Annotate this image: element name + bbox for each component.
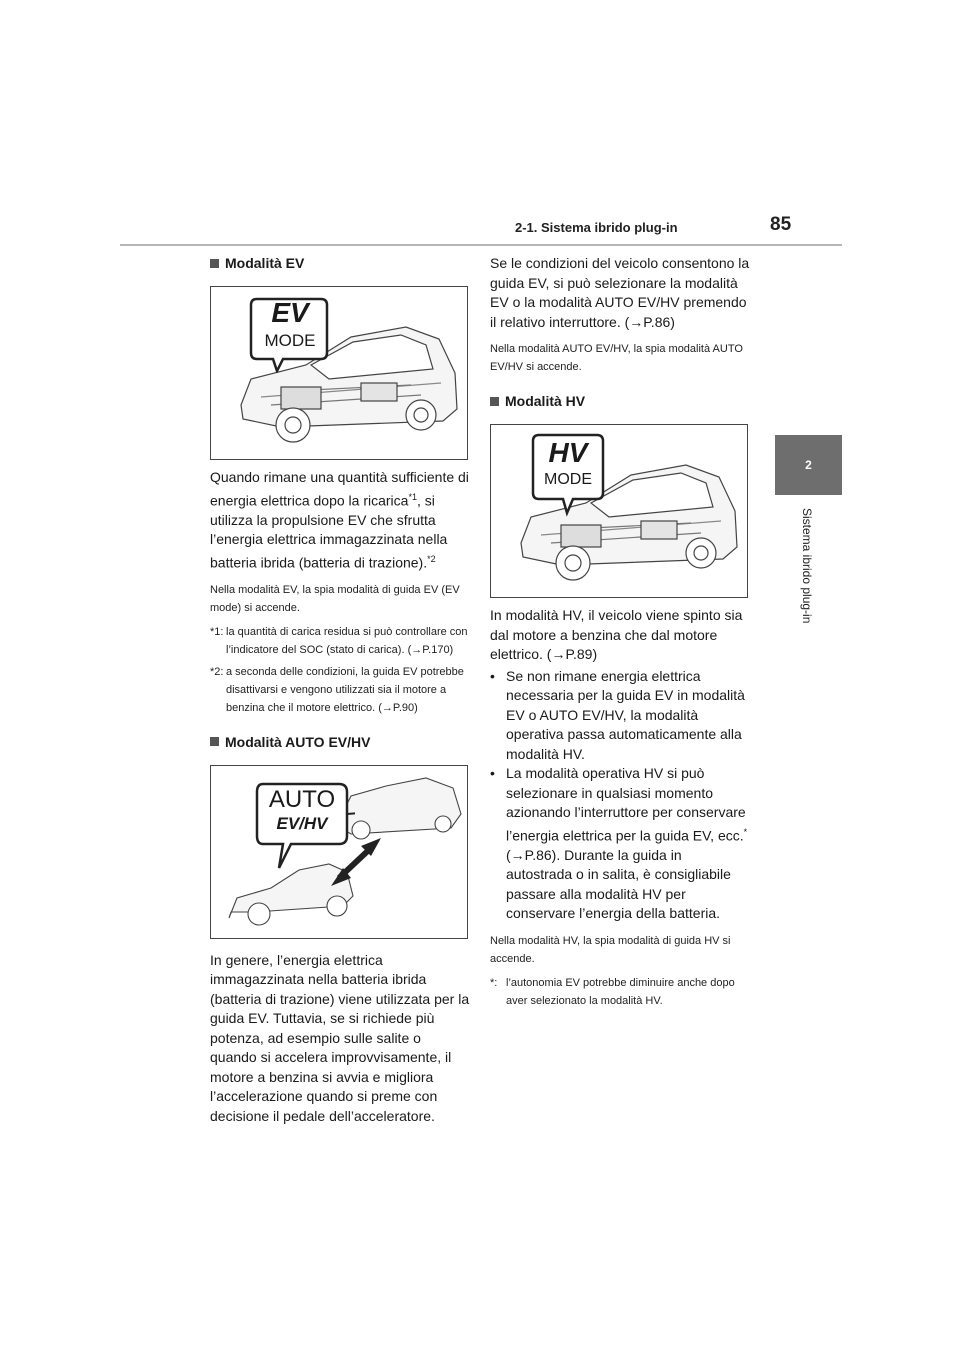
heading-hv-text: Modalità HV — [505, 393, 586, 409]
footnote-ref-1: *1 — [408, 491, 417, 502]
ev-mode-illustration — [210, 286, 468, 460]
auto-paragraph-2: Se le condizioni del veicolo consentono la guida EV, si può selezionare la modalità EV o la modalità AUTO EV/HV premendo il relativo interruttore. (→P.86) — [490, 255, 750, 330]
footnote-star-text: l’autonomia EV potrebbe diminuire anche dopo aver selezionato la modalità HV. — [506, 976, 735, 1007]
hv-indicator-note: Nella modalità HV, la spia modalità di guida HV si accende. — [490, 934, 731, 965]
hv-bullet-2 — [490, 764, 750, 924]
chapter-number: 2 — [805, 458, 812, 472]
auto-badge-bottom: EV/HV — [276, 813, 328, 833]
heading-auto-text: Modalità AUTO EV/HV — [225, 733, 371, 750]
ev-badge-bottom: MODE — [264, 331, 316, 350]
auto-mode-illustration — [210, 765, 468, 939]
hv-bullet-1-text: Se non rimane energia elettrica necessaria per la guida EV in modalità EV o AUTO EV/HV, la modalità operativa passa automaticamente alla modalità HV. — [506, 667, 745, 762]
footnote-2-mark: *2: — [210, 665, 224, 678]
bullet-icon: • — [490, 765, 495, 781]
footnote-ref-2: *2 — [427, 553, 436, 564]
hv-mode-illustration — [490, 424, 748, 598]
ev-badge-top: EV — [271, 297, 309, 328]
footnote-ref-star: * — [743, 826, 748, 837]
footnote-1-mark: *1: — [210, 625, 224, 638]
footnote-star — [490, 974, 750, 1010]
section-title: 2-1. Sistema ibrido plug-in — [515, 220, 678, 235]
footnote-2-text: a seconda delle condizioni, la guida EV potrebbe disattivarsi e vengono utilizzati sia il motore a benzina che il motore elettrico. (→P.90) — [226, 665, 464, 714]
heading-auto-mode — [210, 733, 470, 751]
heading-ev-mode — [210, 254, 470, 272]
heading-square-icon — [210, 737, 219, 746]
auto-indicator-note: Nella modalità AUTO EV/HV, la spia modalità AUTO EV/HV si accende. — [490, 343, 743, 373]
footnote-star-mark: *: — [490, 976, 498, 989]
hv-bullet-2-text-b: (→P.86). Durante la guida in autostrada o in salita, è consigliabile passare alla modalità HV per conservare l’energia della batteria. — [506, 846, 731, 922]
bullet-icon: • — [490, 667, 495, 684]
hv-badge-bottom: MODE — [544, 471, 592, 488]
footnote-1-text: la quantità di carica residua si può controllare con l’indicatore del SOC (stato di carica). (→P.170) — [226, 625, 468, 656]
auto-paragraph-1: In genere, l’energia elettrica immagazzinata nella batteria ibrida (batteria di trazione) viene utilizzata per la guida EV. Tuttavia, se si richiede più potenza, ad esempio sulle salite o quando si accelera improvvisamente, il motore a benzina si avvia e migliora l’accelerazione quando si preme con decisione il pedale dell’acceleratore. — [210, 951, 470, 1124]
right-column — [490, 252, 750, 1010]
ev-paragraph — [210, 468, 470, 573]
hv-bullet-1 — [490, 667, 750, 765]
hv-bullet-2-text-a: La modalità operativa HV si può selezionare in qualsiasi momento azionando l’interruttore per conservare l’energia elettrica per la guida EV, ecc. — [506, 765, 746, 844]
footnote-2 — [210, 663, 470, 717]
chapter-label-text: Sistema ibrido plug-in — [800, 508, 814, 624]
heading-hv-mode — [490, 392, 750, 410]
auto-badge-top: AUTO — [268, 785, 336, 813]
left-column — [210, 252, 470, 1126]
hv-badge-top: HV — [548, 437, 588, 468]
header-divider — [120, 244, 842, 246]
ev-paragraph-text-b: , si utilizza la propulsione EV che sfrutta l’energia elettrica immagazzinata nella batteria ibrida (batteria di trazione). — [210, 492, 448, 571]
heading-ev-text: Modalità EV — [225, 255, 305, 271]
footnote-1 — [210, 623, 470, 659]
ev-indicator-note: Nella modalità EV, la spia modalità di guida EV (EV mode) si accende. — [210, 583, 460, 614]
heading-square-icon — [490, 397, 499, 406]
chapter-label — [800, 508, 820, 688]
hv-bullet-2-text — [506, 764, 750, 924]
heading-square-icon — [210, 259, 219, 268]
page-number: 85 — [770, 214, 792, 235]
ev-paragraph-text-a: Quando rimane una quantità sufficiente di energia elettrica dopo la ricarica — [210, 469, 469, 509]
hv-car-drawing — [491, 425, 747, 597]
hv-paragraph: In modalità HV, il veicolo viene spinto sia dal motore a benzina che dal motore elettrico. (→P.89) — [490, 607, 743, 662]
chapter-tab — [775, 435, 842, 495]
